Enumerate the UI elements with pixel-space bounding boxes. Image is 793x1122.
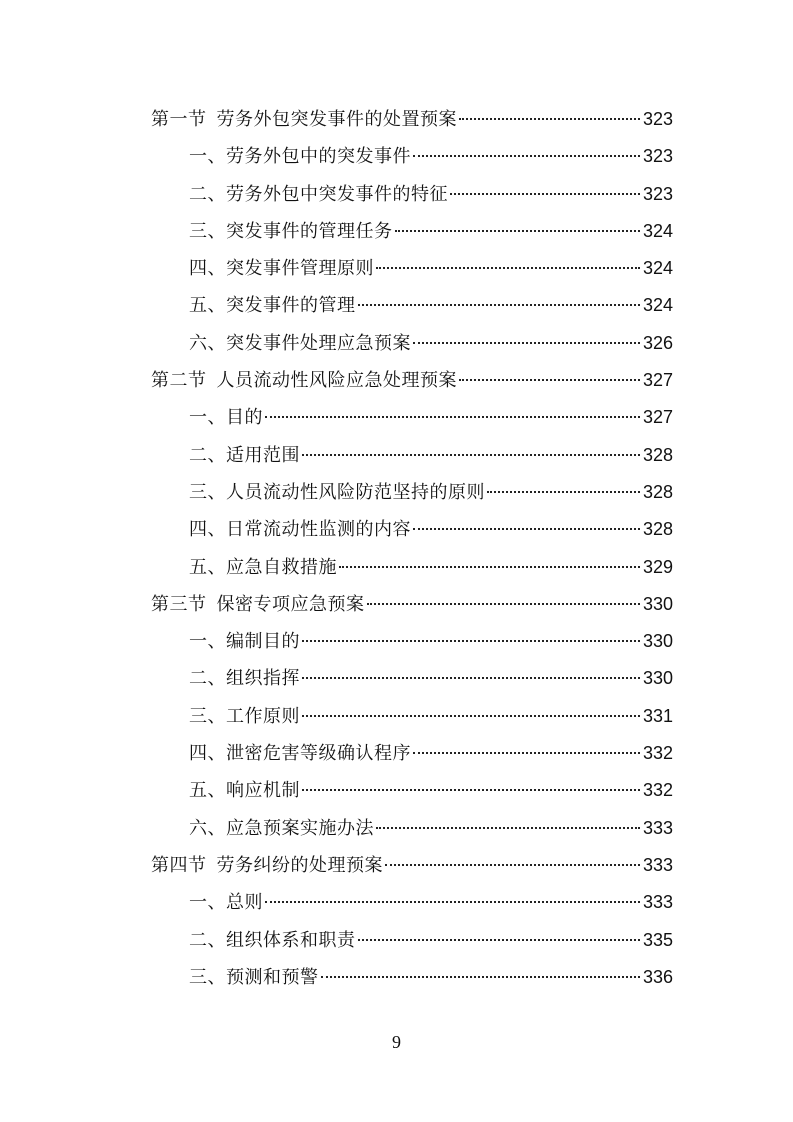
toc-entry-text: 劳务外包中突发事件的特征 <box>226 183 448 205</box>
toc-entry-prefix: 三、 <box>189 220 226 242</box>
dot-leader <box>413 341 640 344</box>
toc-subsection-entry[interactable] <box>151 884 673 921</box>
dot-leader <box>385 863 640 866</box>
toc-entry-page: 327 <box>642 370 673 391</box>
toc-entry-title <box>189 810 374 847</box>
toc-entry-prefix: 第一节 <box>151 109 207 130</box>
toc-subsection-entry[interactable] <box>151 735 673 772</box>
toc-entry-text: 保密专项应急预案 <box>216 593 365 615</box>
toc-subsection-entry[interactable] <box>151 810 673 847</box>
toc-entry-text: 劳务外包中的突发事件 <box>226 146 411 168</box>
toc-entry-text: 劳务外包突发事件的处置预案 <box>216 109 457 130</box>
toc-entry-prefix: 一、 <box>189 146 226 168</box>
toc-entry-title <box>189 735 411 772</box>
toc-entry-text: 突发事件的管理任务 <box>226 220 393 242</box>
toc-entry-title <box>189 660 300 697</box>
toc-entry-title <box>189 437 300 474</box>
toc-entry-text: 组织指挥 <box>226 668 300 690</box>
toc-subsection-entry[interactable] <box>151 698 673 735</box>
dot-leader <box>358 938 640 941</box>
toc-entry-page: 328 <box>642 481 673 502</box>
toc-entry-text: 适用范围 <box>226 444 300 466</box>
toc-entry-text: 突发事件处理应急预案 <box>226 332 411 354</box>
toc-entry-page: 328 <box>642 519 673 540</box>
toc-entry-prefix: 六、 <box>189 817 226 839</box>
toc-entry-text: 人员流动性风险应急处理预案 <box>216 370 457 392</box>
toc-entry-prefix: 二、 <box>189 668 226 690</box>
toc-entry-prefix: 一、 <box>189 407 226 429</box>
toc-entry-prefix: 二、 <box>189 929 226 951</box>
toc-entry-prefix: 五、 <box>189 556 226 578</box>
dot-leader <box>302 453 640 456</box>
toc-entry-text: 应急预案实施办法 <box>226 817 374 839</box>
toc-entry-title <box>189 549 337 586</box>
toc-entry-page: 328 <box>642 444 673 465</box>
dot-leader <box>321 975 640 978</box>
toc-subsection-entry[interactable] <box>151 922 673 959</box>
toc-entry-page: 323 <box>642 109 673 129</box>
toc-entry-text: 应急自救措施 <box>226 556 337 578</box>
toc-entry-page: 324 <box>642 220 673 241</box>
toc-entry-prefix: 二、 <box>189 183 226 205</box>
toc-entry-page: 323 <box>642 146 673 167</box>
toc-entry-text: 预测和预警 <box>226 966 319 988</box>
toc-subsection-entry[interactable] <box>151 287 673 324</box>
toc-entry-text: 工作原则 <box>226 705 300 727</box>
dot-leader <box>302 676 640 679</box>
toc-entry-page: 327 <box>642 407 673 428</box>
dot-leader <box>265 415 640 418</box>
toc-entry-page: 333 <box>642 892 673 913</box>
toc-entry-title <box>151 362 457 399</box>
toc-subsection-entry[interactable] <box>151 176 673 213</box>
toc-entry-title <box>189 399 263 436</box>
toc-subsection-entry[interactable] <box>151 959 673 996</box>
toc-subsection-entry[interactable] <box>151 399 673 436</box>
toc-entry-page: 330 <box>642 668 673 689</box>
toc-entry-page: 324 <box>642 258 673 279</box>
dot-leader <box>487 490 640 493</box>
toc-entry-text: 泄密危害等级确认程序 <box>226 743 411 765</box>
dot-leader <box>302 714 640 717</box>
toc-entry-page: 335 <box>642 929 673 950</box>
toc-subsection-entry[interactable] <box>151 325 673 362</box>
toc-entry-title <box>189 176 448 213</box>
toc-section-entry[interactable] <box>151 586 673 623</box>
toc-entry-prefix: 三、 <box>189 705 226 727</box>
toc-entry-page: 336 <box>642 966 673 987</box>
dot-leader <box>367 602 640 605</box>
toc-entry-text: 突发事件的管理 <box>226 295 356 317</box>
dot-leader <box>376 266 640 269</box>
toc-subsection-entry[interactable] <box>151 549 673 586</box>
toc-entry-text: 组织体系和职责 <box>226 929 356 951</box>
toc-entry-prefix: 四、 <box>189 743 226 765</box>
toc-subsection-entry[interactable] <box>151 623 673 660</box>
toc-subsection-entry[interactable] <box>151 213 673 250</box>
toc-entry-title <box>189 511 411 548</box>
toc-entry-page: 323 <box>642 183 673 204</box>
toc-subsection-entry[interactable] <box>151 437 673 474</box>
toc-subsection-entry[interactable] <box>151 474 673 511</box>
dot-leader <box>302 639 640 642</box>
dot-leader <box>358 303 640 306</box>
toc-entry-text: 日常流动性监测的内容 <box>226 519 411 541</box>
toc-entry-prefix: 第二节 <box>151 370 207 392</box>
dot-leader <box>459 378 640 381</box>
dot-leader <box>413 527 640 530</box>
toc-entry-title <box>189 325 411 362</box>
toc-entry-title <box>189 250 374 287</box>
toc-entry-page: 331 <box>642 705 673 726</box>
toc-entry-page: 333 <box>642 817 673 838</box>
page-number: 9 <box>392 1032 401 1052</box>
toc-subsection-entry[interactable] <box>151 660 673 697</box>
toc-subsection-entry[interactable] <box>151 511 673 548</box>
toc-entry-text: 突发事件管理原则 <box>226 258 374 280</box>
toc-entry-prefix: 第四节 <box>151 854 207 876</box>
toc-entry-title <box>151 847 383 884</box>
toc-entry-text: 劳务纠纷的处理预案 <box>216 854 383 876</box>
toc-entry-prefix: 第三节 <box>151 593 207 615</box>
dot-leader <box>339 565 640 568</box>
toc-entry-page: 324 <box>642 295 673 316</box>
toc-entry-page: 332 <box>642 780 673 801</box>
dot-leader <box>450 192 640 195</box>
toc-entry-prefix: 三、 <box>189 481 226 503</box>
toc-entry-title <box>189 884 263 921</box>
toc-subsection-entry[interactable] <box>151 772 673 809</box>
toc-entry-page: 330 <box>642 593 673 614</box>
toc-section-entry[interactable] <box>151 847 673 884</box>
toc-entry-text: 人员流动性风险防范坚持的原则 <box>226 481 485 503</box>
toc-entry-title <box>151 101 457 138</box>
toc-entry-prefix: 六、 <box>189 332 226 354</box>
dot-leader <box>413 154 640 157</box>
toc-entry-prefix: 四、 <box>189 519 226 541</box>
toc-entry-page: 329 <box>642 556 673 577</box>
toc-entry-title <box>189 623 300 660</box>
toc-entry-prefix: 一、 <box>189 631 226 653</box>
toc-entry-text: 编制目的 <box>226 631 300 653</box>
toc-entry-page: 332 <box>642 743 673 764</box>
toc-entry-title <box>189 213 393 250</box>
toc-entry-text: 总则 <box>226 892 263 914</box>
dot-leader <box>413 751 640 754</box>
toc-entry-prefix: 三、 <box>189 966 226 988</box>
toc-entry-page: 330 <box>642 631 673 652</box>
toc-entry-text: 响应机制 <box>226 780 300 802</box>
toc-section-entry[interactable] <box>151 362 673 399</box>
toc-entry-title <box>189 287 356 324</box>
dot-leader <box>459 117 640 120</box>
toc-entry-title <box>189 959 319 996</box>
toc-section-entry[interactable] <box>151 101 673 138</box>
dot-leader <box>302 788 640 791</box>
toc-entry-title <box>189 772 300 809</box>
toc-entry-page: 333 <box>642 854 673 875</box>
toc-entry-prefix: 一、 <box>189 892 226 914</box>
table-of-contents <box>151 101 673 996</box>
toc-subsection-entry[interactable] <box>151 138 673 175</box>
toc-subsection-entry[interactable] <box>151 250 673 287</box>
dot-leader <box>265 900 640 903</box>
dot-leader <box>395 229 640 232</box>
toc-entry-title <box>151 586 365 623</box>
toc-entry-page: 326 <box>642 332 673 353</box>
toc-entry-title <box>189 698 300 735</box>
toc-entry-prefix: 五、 <box>189 780 226 802</box>
toc-entry-title <box>189 922 356 959</box>
toc-entry-prefix: 四、 <box>189 258 226 280</box>
toc-entry-text: 目的 <box>226 407 263 429</box>
toc-entry-title <box>189 474 485 511</box>
dot-leader <box>376 826 640 829</box>
toc-entry-title <box>189 138 411 175</box>
toc-entry-prefix: 二、 <box>189 444 226 466</box>
toc-entry-prefix: 五、 <box>189 295 226 317</box>
